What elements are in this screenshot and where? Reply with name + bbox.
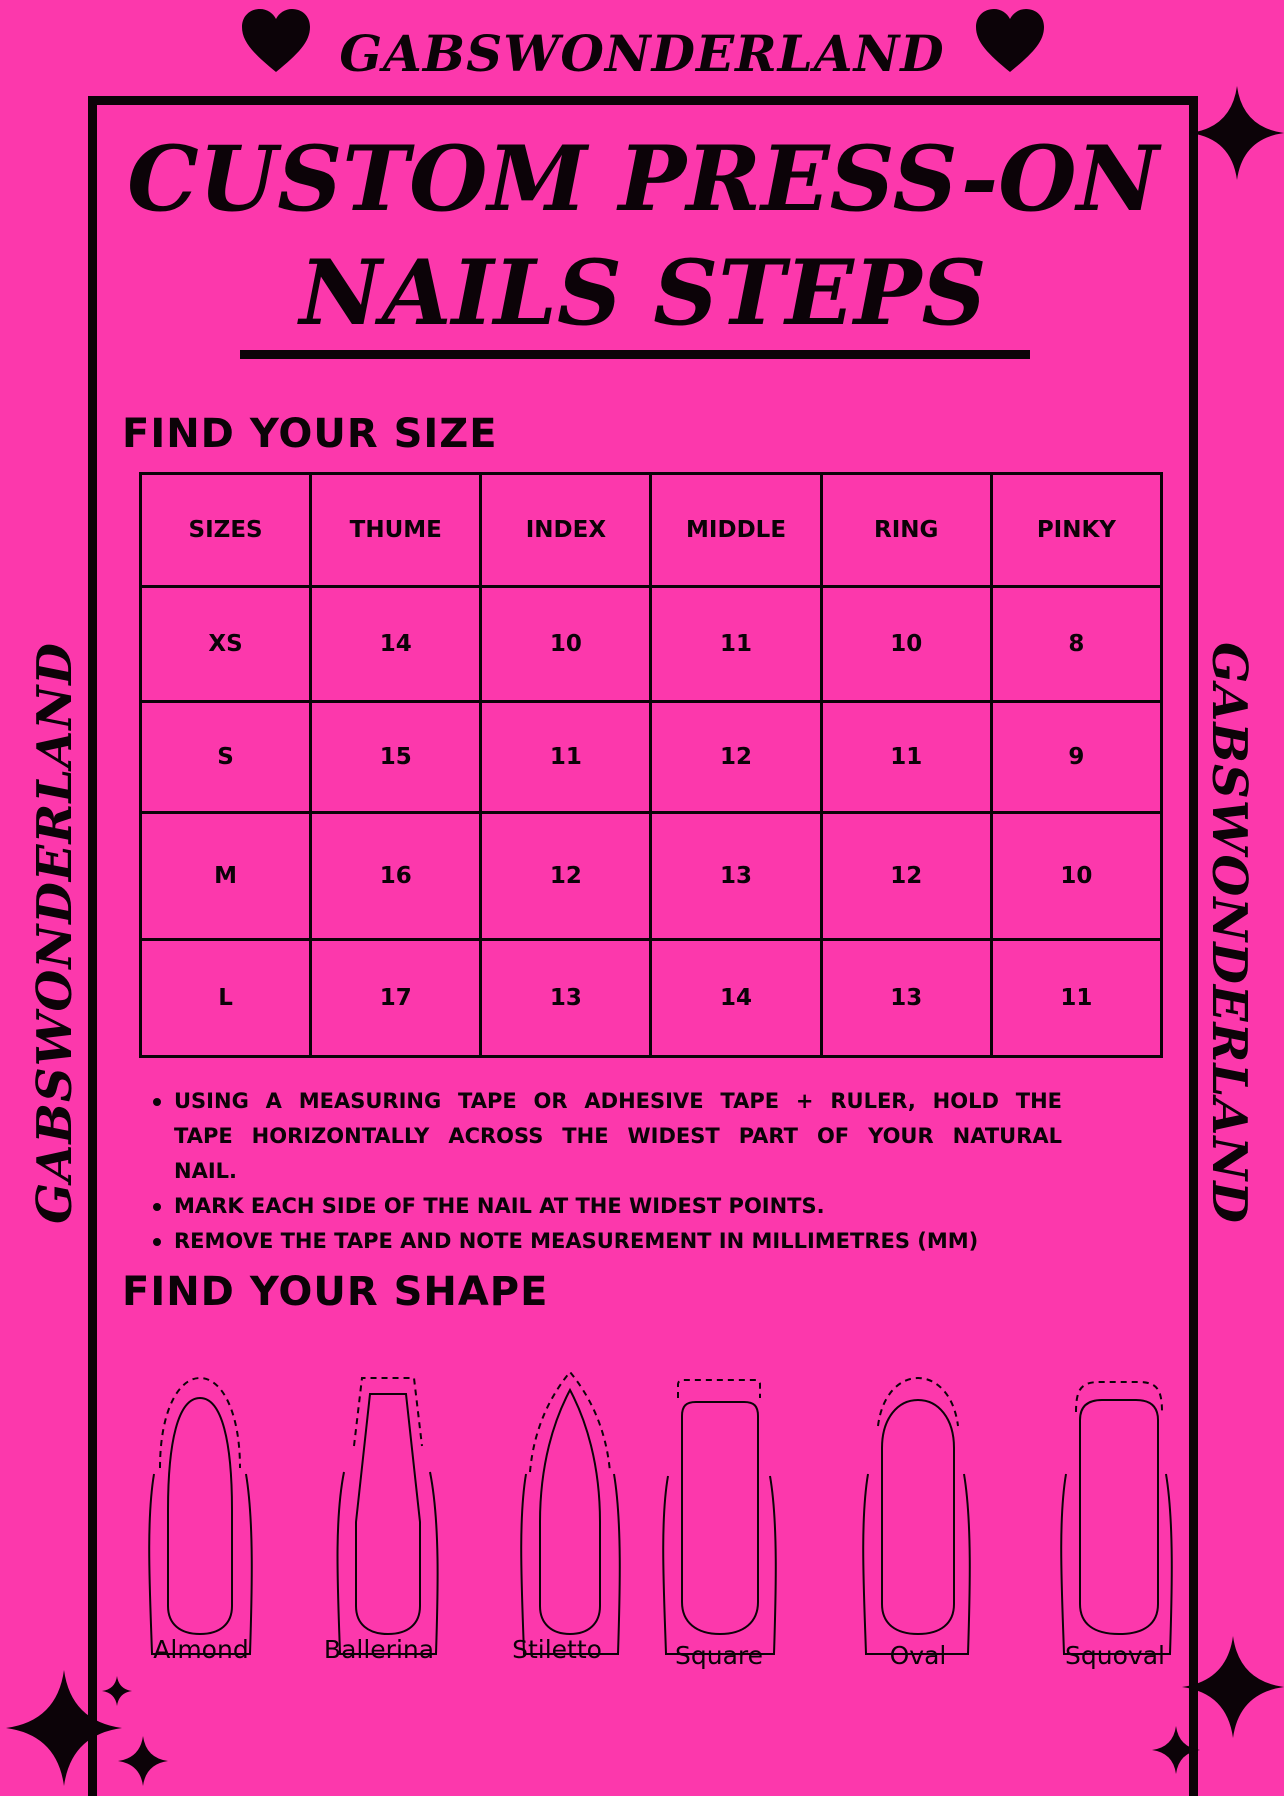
table-cell: S xyxy=(141,702,311,813)
oval-nail-icon xyxy=(863,1378,970,1654)
shape-label-stiletto: Stiletto xyxy=(512,1635,602,1664)
stiletto-nail-icon xyxy=(521,1372,620,1654)
ballerina-nail-icon xyxy=(338,1378,438,1654)
title-underline xyxy=(240,350,1030,359)
table-cell: 17 xyxy=(311,940,481,1057)
heart-icon xyxy=(974,8,1046,74)
shape-label-square: Square xyxy=(674,1641,763,1670)
shape-label-ballerina: Ballerina xyxy=(323,1635,435,1664)
square-nail-icon xyxy=(663,1380,776,1654)
sparkle-icon xyxy=(1190,86,1284,180)
squoval-nail-icon xyxy=(1061,1382,1172,1654)
table-row xyxy=(141,813,1162,940)
table-cell: 10 xyxy=(481,587,651,702)
table-cell: 11 xyxy=(481,702,651,813)
instruction-item: USING A MEASURING TAPE OR ADHESIVE TAPE + RULER, HOLD THE TAPE HORIZONTALLY ACROSS THE WIDEST PART OF YOUR NATURAL NAIL. xyxy=(150,1084,1062,1189)
brand-name-left: GABSWONDERLAND xyxy=(27,642,83,1224)
page-title xyxy=(88,122,1198,350)
table-cell: 9 xyxy=(991,702,1161,813)
shape-label-almond: Almond xyxy=(153,1635,249,1664)
table-header-cell: THUME xyxy=(311,474,481,587)
table-cell: 14 xyxy=(651,940,821,1057)
table-header-cell: INDEX xyxy=(481,474,651,587)
almond-nail-icon xyxy=(149,1378,252,1654)
size-table xyxy=(139,472,1163,1058)
table-cell: L xyxy=(141,940,311,1057)
page-title-line-2: NAILS STEPS xyxy=(299,240,987,346)
table-header-cell: RING xyxy=(821,474,991,587)
shape-label-oval: Oval xyxy=(889,1641,947,1670)
table-cell: 8 xyxy=(991,587,1161,702)
table-header-cell: MIDDLE xyxy=(651,474,821,587)
instruction-item: REMOVE THE TAPE AND NOTE MEASUREMENT IN MILLIMETRES (MM) xyxy=(150,1224,1062,1259)
sparkle-icon xyxy=(102,1676,132,1706)
table-cell: 10 xyxy=(991,813,1161,940)
table-cell: 11 xyxy=(651,587,821,702)
table-cell: 15 xyxy=(311,702,481,813)
table-cell: 13 xyxy=(821,940,991,1057)
table-cell: 13 xyxy=(651,813,821,940)
table-cell: 11 xyxy=(821,702,991,813)
shape-label-squoval: Squoval xyxy=(1065,1641,1165,1670)
table-cell: 10 xyxy=(821,587,991,702)
table-row xyxy=(141,587,1162,702)
table-cell: 12 xyxy=(821,813,991,940)
instruction-item: MARK EACH SIDE OF THE NAIL AT THE WIDEST POINTS. xyxy=(150,1189,1062,1224)
table-cell: 12 xyxy=(651,702,821,813)
sparkle-icon xyxy=(118,1736,168,1786)
table-header-row xyxy=(141,474,1162,587)
brand-name-top: GABSWONDERLAND xyxy=(339,24,945,83)
table-cell: 11 xyxy=(991,940,1161,1057)
size-section-heading: FIND YOUR SIZE xyxy=(122,411,498,457)
sparkle-icon xyxy=(1152,1726,1200,1774)
table-row xyxy=(141,702,1162,813)
table-header-cell: SIZES xyxy=(141,474,311,587)
table-row xyxy=(141,940,1162,1057)
page-title-line-1: CUSTOM PRESS-ON xyxy=(127,126,1159,232)
table-header-cell: PINKY xyxy=(991,474,1161,587)
nail-shapes-illustration xyxy=(130,1372,1180,1668)
brand-name-right: GABSWONDERLAND xyxy=(1201,642,1257,1224)
table-cell: 13 xyxy=(481,940,651,1057)
table-cell: 14 xyxy=(311,587,481,702)
table-cell: 16 xyxy=(311,813,481,940)
table-cell: 12 xyxy=(481,813,651,940)
instruction-list xyxy=(150,1084,1062,1259)
table-cell: XS xyxy=(141,587,311,702)
sparkle-icon xyxy=(1182,1636,1284,1738)
shape-section-heading: FIND YOUR SHAPE xyxy=(122,1269,549,1315)
table-cell: M xyxy=(141,813,311,940)
